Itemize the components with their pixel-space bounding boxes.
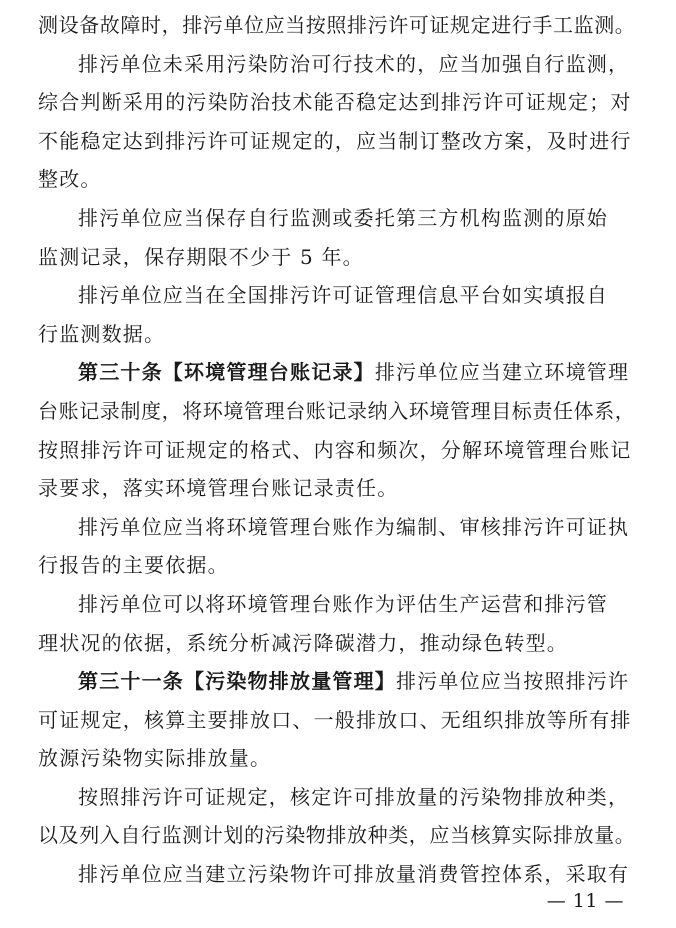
text-line (38, 315, 638, 354)
text-line-content: 行监测数据。 (38, 321, 166, 346)
text-line-content: 排污单位应当建立环境管理 (374, 360, 630, 385)
text-line (38, 83, 638, 122)
text-line-content: 可证规定，核算主要排放口、一般排放口、无组织排放等所有排 (38, 707, 632, 732)
article-heading: 第三十条【环境管理台账记录】 (78, 360, 375, 385)
text-line (38, 546, 638, 585)
document-page (38, 0, 638, 894)
page-number: — 11 — (546, 890, 624, 912)
body-text (38, 6, 638, 894)
text-line (38, 508, 638, 547)
text-line-content: 按照排污许可证规定的格式、内容和频次，分解环境管理台账记 (38, 437, 632, 462)
text-line (38, 739, 638, 778)
text-line (38, 392, 638, 431)
text-line-content: 以及列入自行监测计划的污染物排放种类，应当核算实际排放量。 (38, 823, 636, 848)
text-line (38, 6, 638, 45)
text-line (38, 276, 638, 315)
text-line (38, 662, 638, 701)
text-line (38, 353, 638, 392)
article-heading: 第三十一条【污染物排放量管理】 (78, 669, 396, 694)
text-line-content: 综合判断采用的污染防治技术能否稳定达到排污许可证规定；对 (38, 90, 632, 115)
text-line-content: 监测记录，保存期限不少于 5 年。 (38, 244, 364, 269)
text-line (38, 585, 638, 624)
text-line-content: 理状况的依据，系统分析减污降碳潜力，推动绿色转型。 (38, 630, 568, 655)
text-line (38, 160, 638, 199)
text-line (38, 701, 638, 740)
text-line-content: 台账记录制度，将环境管理台账记录纳入环境管理目标责任体系， (38, 398, 636, 423)
text-line (38, 778, 638, 817)
text-line-content: 录要求，落实环境管理台账记录责任。 (38, 476, 399, 501)
text-line-content: 行报告的主要依据。 (38, 553, 229, 578)
text-line-content: 排污单位应当建立污染物许可排放量消费管控体系，采取有 (78, 862, 630, 887)
text-line (38, 624, 638, 663)
text-line (38, 816, 638, 855)
text-line-content: 排污单位应当在全国排污许可证管理信息平台如实填报自 (78, 283, 608, 308)
text-line-content: 排污单位可以将环境管理台账作为评估生产运营和排污管 (78, 591, 608, 616)
text-line (38, 45, 638, 84)
text-line-content: 排污单位应当将环境管理台账作为编制、审核排污许可证执 (78, 514, 630, 539)
text-line-content: 排污单位应当按照排污许 (396, 669, 630, 694)
text-line (38, 122, 638, 161)
text-line (38, 431, 638, 470)
text-line (38, 199, 638, 238)
text-line-content: 排污单位未采用污染防治可行技术的，应当加强自行监测， (78, 51, 630, 76)
text-line-content: 不能稳定达到排污许可证规定的，应当制订整改方案，及时进行 (38, 128, 632, 153)
text-line (38, 469, 638, 508)
text-line-content: 排污单位应当保存自行监测或委托第三方机构监测的原始 (78, 205, 608, 230)
text-line-content: 整改。 (38, 167, 102, 192)
text-line-content: 按照排污许可证规定，核定许可排放量的污染物排放种类， (78, 784, 630, 809)
text-line-content: 测设备故障时，排污单位应当按照排污许可证规定进行手工监测。 (38, 13, 636, 37)
text-line (38, 238, 638, 277)
text-line-content: 放源污染物实际排放量。 (38, 746, 272, 771)
